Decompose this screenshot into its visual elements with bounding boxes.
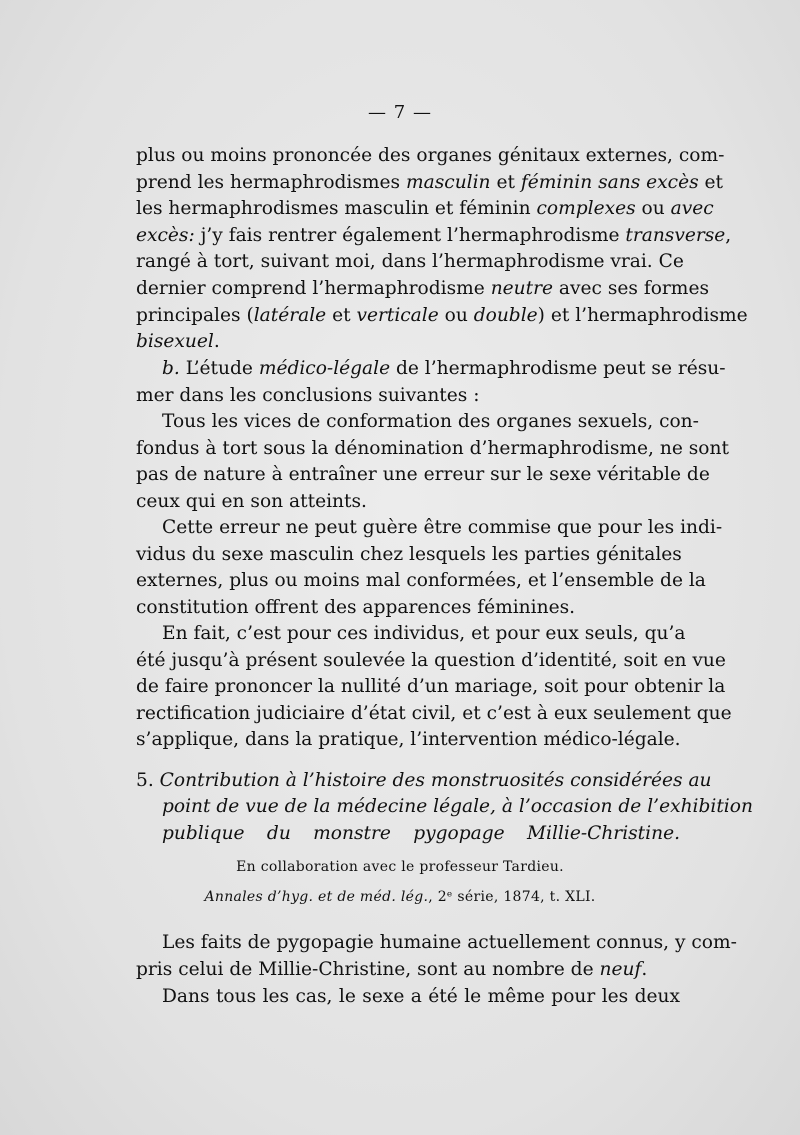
page-number: — 7 — xyxy=(368,102,432,123)
text-line: bisexuel. xyxy=(136,331,220,353)
text-line: principales (latérale et verticale ou double) et l’hermaphrodisme xyxy=(136,304,748,326)
paragraph-pygopagy-facts xyxy=(136,930,737,983)
text-line: vidus du sexe masculin chez lesquels les parties génitales xyxy=(136,543,682,565)
text-line: les hermaphrodismes masculin et féminin complexes ou avec xyxy=(136,198,714,220)
text-line: de faire prononcer la nullité d’un mariage, soit pour obtenir la xyxy=(136,676,726,698)
text-line: Les faits de pygopagie humaine actuellement connus, y com- xyxy=(162,932,737,953)
text-line: prend les hermaphrodismes masculin et féminin sans excès et xyxy=(136,171,724,193)
text-line: b. L’étude médico-légale de l’hermaphrodisme peut se résu- xyxy=(162,358,726,379)
text-line: Cette erreur ne peut guère être commise que pour les indi- xyxy=(162,517,723,538)
text-line: ceux qui en son atteints. xyxy=(136,490,367,512)
heading-line: 5. Contribution à l’histoire des monstruosités considérées au xyxy=(136,770,712,791)
paragraph-error-cases xyxy=(136,515,723,621)
paragraph-identity-question xyxy=(136,621,732,754)
heading-line: publique du monstre pygopage Millie-Christine. xyxy=(162,822,680,844)
text-line: rangé à tort, suivant moi, dans l’hermaphrodisme vrai. Ce xyxy=(136,251,684,273)
text-line: constitution offrent des apparences féminines. xyxy=(136,596,576,618)
paragraph-conclusions-vices xyxy=(136,409,729,515)
text-line: externes, plus ou moins mal conformées, et l’ensemble de la xyxy=(136,570,706,592)
paragraph-hermaphrodism-classification xyxy=(136,143,748,356)
collaboration-note: En collaboration avec le professeur Tardieu. xyxy=(236,859,564,875)
source-citation: Annales d’hyg. et de méd. lég., 2ᵉ série, 1874, t. XLI. xyxy=(204,889,596,905)
text-line: mer dans les conclusions suivantes : xyxy=(136,384,480,406)
paragraph-medico-legal-study xyxy=(136,356,726,409)
section-number: 5. xyxy=(136,770,154,791)
text-line: plus ou moins prononcée des organes génitaux externes, com- xyxy=(136,145,725,166)
text-line: été jusqu’à présent soulevée la question d’identité, soit en vue xyxy=(136,649,726,671)
text-line: rectification judiciaire d’état civil, et c’est à eux seulement que xyxy=(136,702,732,724)
paragraph-sex-same xyxy=(136,984,680,1011)
text-line: En fait, c’est pour ces individus, et pour eux seuls, qu’a xyxy=(162,623,686,644)
text-line: pris celui de Millie-Christine, sont au nombre de neuf. xyxy=(136,958,648,980)
text-line: dernier comprend l’hermaphrodisme neutre avec ses formes xyxy=(136,277,709,299)
text-line: Dans tous les cas, le sexe a été le même pour les deux xyxy=(162,986,680,1007)
text-line: excès: j’y fais rentrer également l’hermaphrodisme transverse, xyxy=(136,224,732,246)
section-heading-5 xyxy=(136,768,753,847)
text-line: pas de nature à entraîner une erreur sur le sexe véritable de xyxy=(136,464,710,486)
text-line: Tous les vices de conformation des organes sexuels, con- xyxy=(162,411,699,432)
heading-line: point de vue de la médecine légale, à l’occasion de l’exhibition xyxy=(162,796,753,818)
text-line: s’applique, dans la pratique, l’intervention médico-légale. xyxy=(136,729,681,751)
text-line: fondus à tort sous la dénomination d’hermaphrodisme, ne sont xyxy=(136,437,729,459)
